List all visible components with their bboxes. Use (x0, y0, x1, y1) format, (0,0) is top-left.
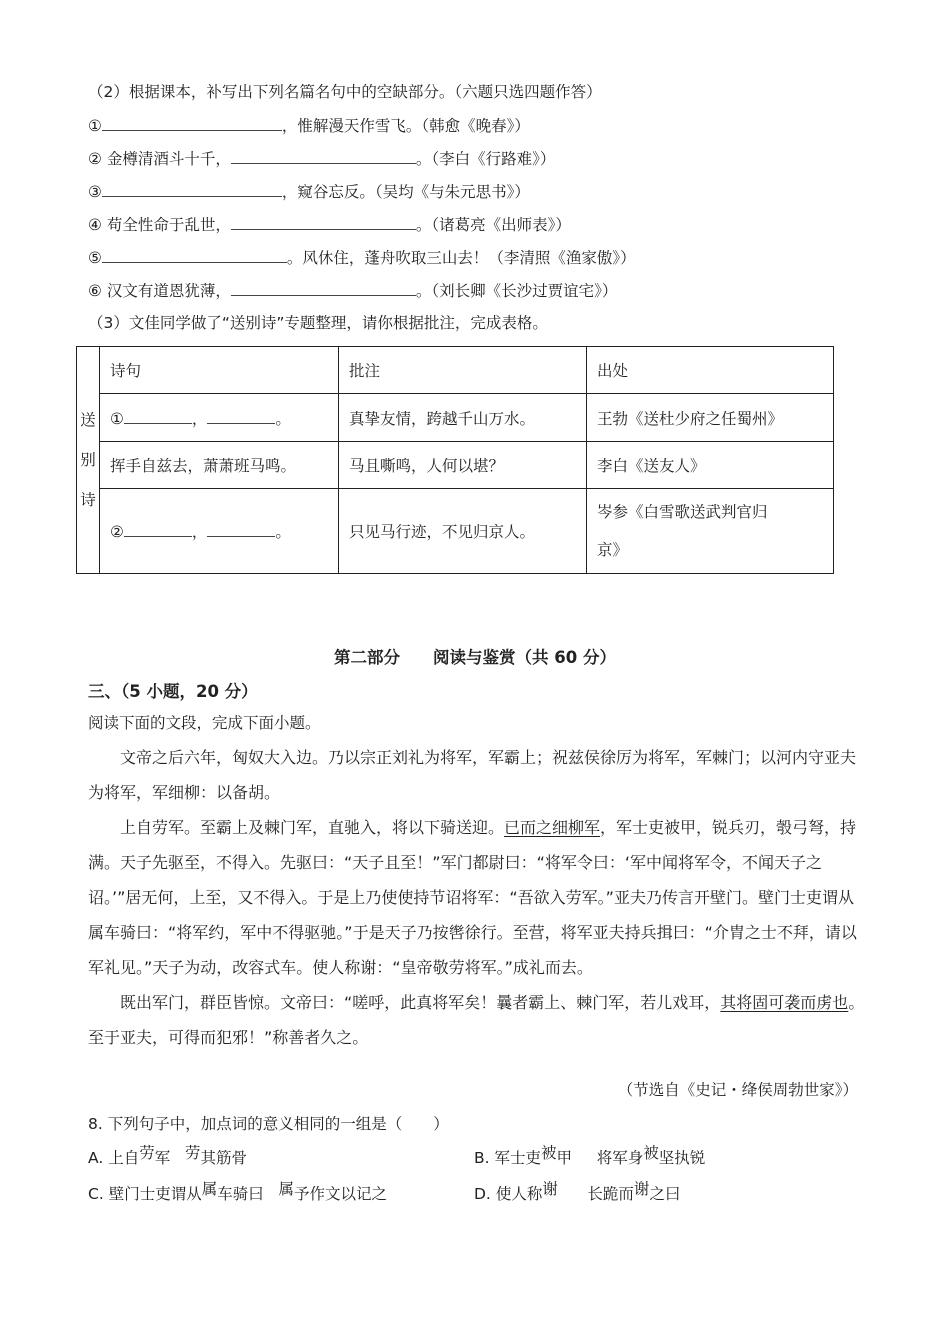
note-cell: 马且嘶鸣，人何以堪？ (339, 442, 587, 489)
col-header-source: 出处 (587, 347, 834, 394)
fill-line-1: ① ，惟解漫天作雪飞。（韩愈《晚春》） (88, 117, 530, 135)
question-8-stem: 8. 下列句子中，加点词的意义相同的一组是（ ） (88, 1115, 449, 1133)
passage-source: （节选自《史记・绛侯周勃世家》） (617, 1081, 858, 1099)
fill-line-3: ③ ，窥谷忘反。（吴均《与朱元思书》） (88, 183, 530, 201)
answer-blank[interactable] (124, 521, 192, 537)
farewell-poem-table (76, 346, 834, 574)
instruction: 阅读下面的文段，完成下面小题。 (88, 714, 321, 732)
passage-paragraph-3: 既出军门，群臣皆惊。文帝曰：“嗟呼，此真将军矣！曩者霸上、棘门军，若儿戏耳，其将固可袭而虏也。至于亚夫，可得而犯邪！”称善者久之。 (88, 993, 865, 1047)
answer-blank[interactable] (102, 247, 287, 263)
option-b[interactable]: B. 军士吏被甲 将军身被坚执锐 (474, 1144, 706, 1167)
answer-blank[interactable] (231, 280, 416, 296)
part3-header: （3）文佳同学做了“送别诗”专题整理，请你根据批注，完成表格。 (88, 314, 548, 332)
answer-blank[interactable] (124, 408, 192, 424)
verse-cell: ② ， 。 (100, 489, 339, 574)
fill-line-6: ⑥ 汉文有道恩犹薄， 。（刘长卿《长沙过贾谊宅》） (88, 282, 618, 300)
table-row (77, 442, 834, 489)
section-title: 第二部分 阅读与鉴赏（共 60 分） (334, 648, 616, 667)
passage-paragraph-2: 上自劳军。至霸上及棘门军，直驰入，将以下骑送迎。已而之细柳军，军士吏被甲，锐兵刃，彀弓弩，持满。天子先驱至，不得入。先驱曰：“天子且至！”军门都尉曰：“将军令曰：‘军中闻将军令，不闻天子之诏。’”居无何，上至，又不得入。于是上乃使使持节诏将军：“吾欲入劳军。”亚夫乃传言开壁门。壁门士吏谓从属车骑曰：“将军约，军中不得驱驰。”于是天子乃按辔徐行。至营，将军亚夫持兵揖曰：“介胄之士不拜，请以军礼见。”天子为动，改容式车。使人称谢：“皇帝敬劳将军。”成礼而去。 (88, 818, 857, 977)
answer-blank[interactable] (231, 148, 416, 164)
source-cell: 岑参《白雪歌送武判官归 京》 (587, 489, 834, 574)
note-cell: 真挚友情，跨越千山万水。 (339, 394, 587, 442)
table-side-label: 送 别 诗 (77, 347, 100, 574)
answer-blank[interactable] (207, 521, 275, 537)
passage (88, 740, 868, 1055)
verse-cell: 挥手自兹去，萧萧班马鸣。 (100, 442, 339, 489)
verse-cell: ① ， 。 (100, 394, 339, 442)
underlined-phrase: 其将固可袭而虏也 (720, 993, 849, 1012)
passage-paragraph-1: 文帝之后六年，匈奴大入边。乃以宗正刘礼为将军，军霸上；祝兹侯徐厉为将军，军棘门；以河内守亚夫为将军，军细柳：以备胡。 (88, 748, 857, 802)
source-cell: 王勃《送杜少府之任蜀州》 (587, 394, 834, 442)
option-a[interactable]: A. 上自劳军 劳其筋骨 (88, 1144, 248, 1167)
answer-blank[interactable] (102, 115, 282, 131)
underlined-phrase: 已而之细柳军 (504, 818, 601, 837)
fill-line-5: ⑤ 。风休住，蓬舟吹取三山去！（李清照《渔家傲》） (88, 249, 636, 267)
table-row (77, 394, 834, 442)
fill-line-2: ② 金樽清酒斗十千， 。（李白《行路难》） (88, 150, 556, 168)
fill-line-4: ④ 苟全性命于乱世， 。（诸葛亮《出师表》） (88, 216, 571, 234)
note-cell: 只见马行迹，不见归京人。 (339, 489, 587, 574)
option-d[interactable]: D. 使人称谢 长跪而谢之曰 (474, 1180, 681, 1203)
answer-blank[interactable] (102, 181, 282, 197)
option-c[interactable]: C. 壁门士吏谓从属车骑曰 属予作文以记之 (88, 1180, 388, 1203)
table-row (77, 489, 834, 574)
section3-heading: 三、（5 小题，20 分） (88, 682, 258, 701)
col-header-note: 批注 (339, 347, 587, 394)
answer-blank[interactable] (207, 408, 275, 424)
source-cell: 李白《送友人》 (587, 442, 834, 489)
col-header-verse: 诗句 (100, 347, 339, 394)
answer-blank[interactable] (231, 214, 416, 230)
part2-header: （2）根据课本，补写出下列名篇名句中的空缺部分。（六题只选四题作答） (88, 83, 602, 101)
